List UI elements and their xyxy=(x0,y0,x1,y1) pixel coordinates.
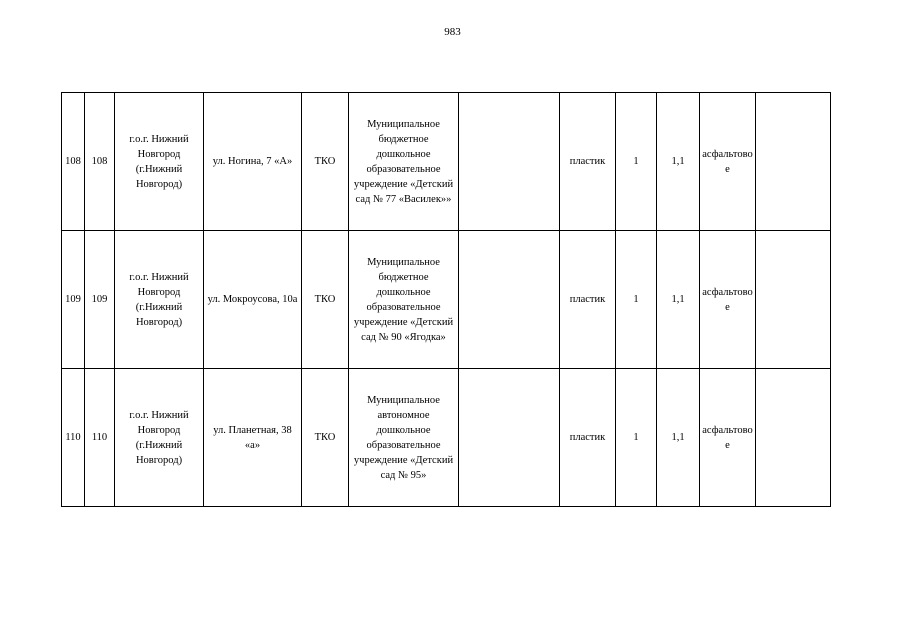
waste-type-cell: ТКО xyxy=(302,369,349,507)
blank-cell xyxy=(459,93,560,231)
row-id-cell: 110 xyxy=(85,369,115,507)
surface-cell: асфальтовое xyxy=(700,231,756,369)
extra-cell xyxy=(756,369,831,507)
blank-cell xyxy=(459,231,560,369)
owner-cell: Муниципальное автономное дошкольное образовательное учреждение «Детский сад № 95» xyxy=(349,369,459,507)
table-row xyxy=(62,369,831,507)
count-cell: 1 xyxy=(616,231,657,369)
row-number-cell: 109 xyxy=(62,231,85,369)
surface-cell: асфальтовое xyxy=(700,369,756,507)
registry-table xyxy=(61,92,831,507)
volume-cell: 1,1 xyxy=(657,93,700,231)
row-number-cell: 110 xyxy=(62,369,85,507)
extra-cell xyxy=(756,93,831,231)
material-cell: пластик xyxy=(560,369,616,507)
page-number: 983 xyxy=(444,26,461,38)
count-cell: 1 xyxy=(616,369,657,507)
blank-cell xyxy=(459,369,560,507)
table-row xyxy=(62,231,831,369)
material-cell: пластик xyxy=(560,93,616,231)
volume-cell: 1,1 xyxy=(657,369,700,507)
row-id-cell: 109 xyxy=(85,231,115,369)
count-cell: 1 xyxy=(616,93,657,231)
volume-cell: 1,1 xyxy=(657,231,700,369)
surface-cell: асфальтовое xyxy=(700,93,756,231)
owner-cell: Муниципальное бюджетное дошкольное образовательное учреждение «Детский сад № 90 «Ягодка» xyxy=(349,231,459,369)
table-row xyxy=(62,93,831,231)
owner-cell: Муниципальное бюджетное дошкольное образовательное учреждение «Детский сад № 77 «Василек»» xyxy=(349,93,459,231)
row-id-cell: 108 xyxy=(85,93,115,231)
address-cell: ул. Мокроусова, 10а xyxy=(204,231,302,369)
row-number-cell: 108 xyxy=(62,93,85,231)
waste-type-cell: ТКО xyxy=(302,93,349,231)
address-cell: ул. Ногина, 7 «А» xyxy=(204,93,302,231)
district-cell: г.о.г. Нижний Новгород (г.Нижний Новгород) xyxy=(115,231,204,369)
material-cell: пластик xyxy=(560,231,616,369)
district-cell: г.о.г. Нижний Новгород (г.Нижний Новгород) xyxy=(115,369,204,507)
address-cell: ул. Планетная, 38 «а» xyxy=(204,369,302,507)
extra-cell xyxy=(756,231,831,369)
district-cell: г.о.г. Нижний Новгород (г.Нижний Новгород) xyxy=(115,93,204,231)
waste-type-cell: ТКО xyxy=(302,231,349,369)
